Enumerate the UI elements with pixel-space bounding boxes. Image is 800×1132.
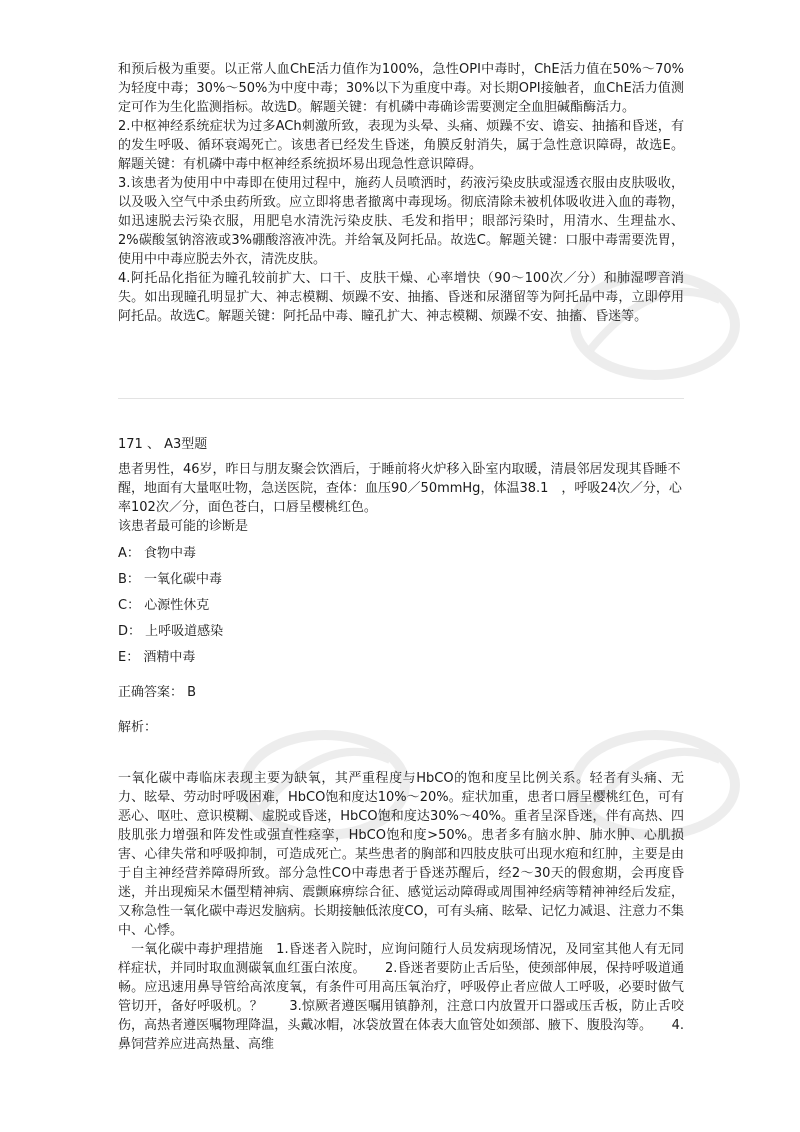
analysis-body [118,769,684,1054]
question-stem: 患者男性，46岁，昨日与朋友聚会饮酒后，于睡前将火炉移入卧室内取暖，清晨邻居发现其昏睡不醒，地面有大量呕吐物，急送医院，查体：血压90／50mmHg，体温38.1 ，呼吸24次／分，心率102次／分，面色苍白，口唇呈樱桃红色。 [118,462,682,515]
question-block [118,435,684,750]
analysis-paragraph-2: 2.中枢神经系统症状为过多ACh刺激所致，表现为头晕、头痛、烦躁不安、谵妄、抽搐和昏迷，有的发生呼吸、循环衰竭死亡。该患者已经发生昏迷，角膜反射消失，属于急性意识障碍，故选E。解题关键：有机磷中毒中枢神经系统损坏易出现急性意识障碍。 [118,119,684,172]
option-a: A： 食物中毒 [118,546,197,561]
section-divider [118,398,684,399]
prior-analysis [118,60,684,326]
option-d: D： 上呼吸道感染 [118,624,224,639]
question-prompt: 该患者最可能的诊断是 [118,519,249,534]
question-header: 171 、 A3型题 [118,437,208,452]
option-e: E： 酒精中毒 [118,650,196,665]
analysis-label: 解析： [118,720,158,735]
analysis-paragraph-1: 和预后极为重要。以正常人血ChE活力值作为100%，急性OPI中毒时，ChE活力值在50%～70%为轻度中毒；30%～50%为中度中毒；30%以下为重度中毒。对长期OPI接触者，血ChE活力值测定可作为生化监测指标。故选D。解题关键：有机磷中毒确诊需要测定全血胆碱酯酶活力。 [118,62,684,115]
correct-answer: 正确答案： B [118,685,197,700]
analysis-text-1: 一氧化碳中毒临床表现主要为缺氧，其严重程度与HbCO的饱和度呈比例关系。轻者有头痛、无力、眩晕、劳动时呼吸困难，HbCO饱和度达10%～20%。症状加重，患者口唇呈樱桃红色，可有恶心、呕吐、意识模糊、虚脱或昏迷，HbCO饱和度达30%～40%。重者呈深昏迷，伴有高热、四肢肌张力增强和阵发性或强直性痉挛，HbCO饱和度>50%。患者多有脑水肿、肺水肿、心肌损害、心律失常和呼吸抑制，可造成死亡。某些患者的胸部和四肢皮肤可出现水疱和红肿，主要是由于自主神经营养障碍所致。部分急性CO中毒患者于昏迷苏醒后，经2～30天的假愈期，会再度昏迷，并出现痴呆木僵型精神病、震颤麻痹综合征、感觉运动障碍或周围神经病等精神神经后发症，又称急性一氧化碳中毒迟发脑病。长期接触低浓度CO，可有头痛、眩晕、记忆力减退、注意力不集中、心悸。 [118,771,684,938]
option-b: B： 一氧化碳中毒 [118,572,223,587]
analysis-text-2: 一氧化碳中毒护理措施 1.昏迷者入院时，应询问随行人员发病现场情况，及同室其他人有无同样症状，并同时取血测碳氧血红蛋白浓度。 2.昏迷者要防止舌后坠，使颈部伸展，保持呼吸道通畅。应迅速用鼻导管给高浓度氧，有条件可用高压氧治疗，呼吸停止者应做人工呼吸，必要时做气管切开，备好呼吸机。？ 3.惊厥者遵医嘱用镇静剂，注意口内放置开口器或压舌板，防止舌咬伤，高热者遵医嘱物理降温，头戴冰帽，冰袋放置在体表大血管处如颈部、腋下、腹股沟等。 4.鼻饲营养应进高热量、高维 [118,942,684,1052]
analysis-paragraph-3: 3.该患者为使用中中毒即在使用过程中，施药人员喷洒时，药液污染皮肤或湿透衣服由皮肤吸收，以及吸入空气中杀虫药所致。应立即将患者撤离中毒现场。彻底清除未被机体吸收进入血的毒物，如迅速脱去污染衣服，用肥皂水清洗污染皮肤、毛发和指甲；眼部污染时，用清水、生理盐水、2%碳酸氢钠溶液或3%硼酸溶液冲洗。并给氧及阿托品。故选C。解题关键：口服中毒需要洗胃，使用中中毒应脱去外衣，清洗皮肤。 [118,176,684,267]
option-c: C： 心源性休克 [118,598,210,613]
option-list [118,544,684,667]
analysis-paragraph-4: 4.阿托品化指征为瞳孔较前扩大、口干、皮肤干燥、心率增快（90～100次／分）和肺湿啰音消失。如出现瞳孔明显扩大、神志模糊、烦躁不安、抽搐、昏迷和尿潴留等为阿托品中毒，立即停用阿托品。故选C。解题关键：阿托品中毒、瞳孔扩大、神志模糊、烦躁不安、抽搐、昏迷等。 [118,271,684,324]
